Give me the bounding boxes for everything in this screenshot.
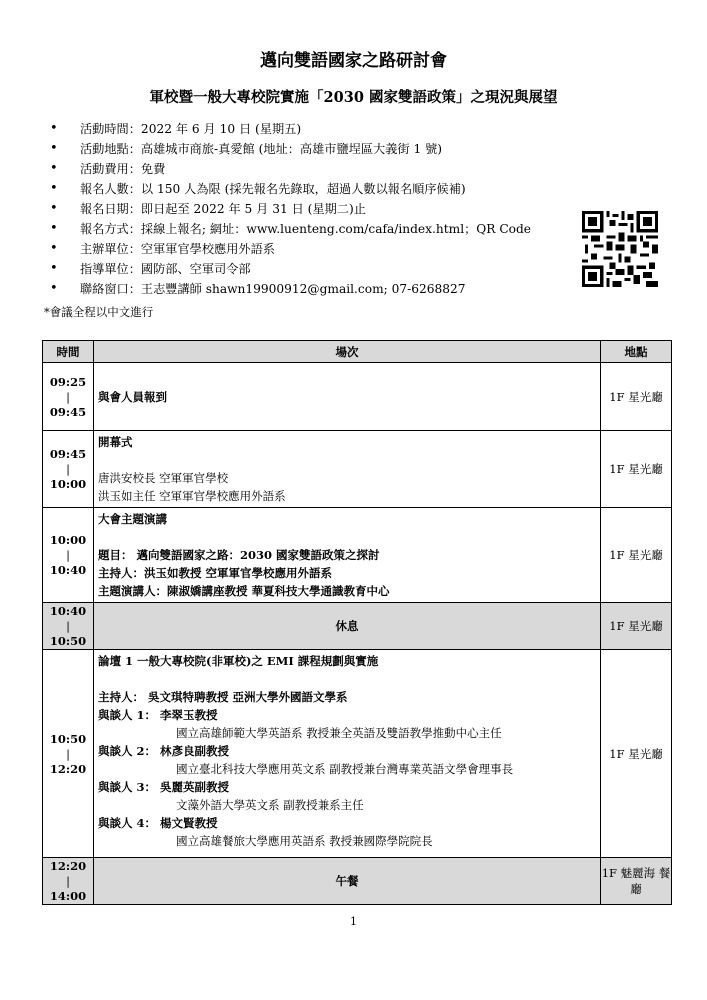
header-session: 場次 (94, 341, 601, 363)
event-info-list (50, 119, 531, 299)
time-start: 12:20 (49, 859, 87, 873)
location-cell: 1F 星光廳 (601, 603, 672, 650)
agenda-row (43, 650, 672, 858)
header-location: 地點 (601, 341, 672, 363)
time-end: 14:00 (49, 889, 87, 903)
info-organizer: • 主辦單位：空軍軍官學校應用外語系 (50, 239, 531, 259)
agenda-row (43, 431, 672, 508)
time-separator: | (66, 389, 70, 404)
time-separator: | (66, 746, 70, 761)
time-cell (43, 363, 94, 431)
session-line: 唐洪安校長 空軍軍官學校 (98, 471, 229, 485)
time-start: 10:50 (49, 731, 87, 746)
info-supervisor: • 指導單位：國防部、空軍司令部 (50, 259, 531, 279)
info-contact: • 聯絡窗口：王志豐講師 shawn19900912@gmail.com; 07-6268827 (50, 279, 531, 299)
page-number: 1 (350, 915, 357, 928)
location-cell: 1F 星光廳 (601, 431, 672, 508)
info-venue: • 活動地點：高雄城市商旅-真愛館 (地址：高雄市鹽埕區大義街 1 號) (50, 139, 531, 159)
session-cell (94, 650, 601, 858)
time-end: 10:00 (49, 477, 87, 491)
time-start: 09:25 (49, 374, 87, 389)
time-end: 10:40 (49, 563, 87, 577)
qr-code-image[interactable] (582, 211, 658, 287)
session-line: 主題演講人：陳淑嬌講座教授 華夏科技大學通識教育中心 (98, 584, 390, 598)
time-cell (43, 603, 94, 650)
break-label: 休息 (94, 603, 601, 650)
info-time: • 活動時間：2022 年 6 月 10 日 (星期五) (50, 119, 531, 139)
session-line: 國立臺北科技大學應用英文系 副教授兼台灣專業英語文學會理事長 (176, 762, 514, 776)
session-line: 洪玉如主任 空軍軍官學校應用外語系 (98, 489, 286, 503)
session-line: 題目： 邁向雙語國家之路：2030 國家雙語政策之探討 (98, 548, 380, 562)
time-start: 09:45 (49, 447, 87, 461)
agenda-row (43, 858, 672, 905)
time-separator: | (66, 619, 70, 633)
time-start: 10:40 (49, 604, 87, 618)
info-fee: • 活動費用：免費 (50, 159, 531, 179)
language-note: *會議全程以中文進行 (44, 305, 154, 319)
session-line: 大會主題演講 (98, 512, 167, 526)
session-line: 與談人 4： 楊文賢教授 (98, 816, 218, 830)
time-cell (43, 858, 94, 905)
session-line: 國立高雄師範大學英語系 教授兼全英語及雙語教學推動中心主任 (176, 726, 502, 740)
page-subtitle: 軍校暨一般大專校院實施「2030 國家雙語政策」之現況與展望 (149, 89, 558, 106)
agenda-table (42, 340, 672, 905)
header-time: 時間 (43, 341, 94, 363)
time-separator: | (66, 462, 70, 476)
info-registration-method: • 報名方式：採線上報名; 網址：www.luenteng.com/cafa/index.html；QR Code (50, 219, 531, 239)
session-line: 與談人 1： 李翠玉教授 (98, 708, 218, 722)
session-cell (94, 508, 601, 603)
time-cell (43, 650, 94, 858)
session-line (98, 528, 596, 546)
info-registration-date: • 報名日期：即日起至 2022 年 5 月 31 日 (星期二)止 (50, 199, 531, 219)
break-label: 午餐 (94, 858, 601, 905)
location-cell: 1F 星光廳 (601, 508, 672, 603)
agenda-row (43, 508, 672, 603)
time-end: 12:20 (49, 761, 87, 776)
session-line: 開幕式 (98, 435, 133, 449)
session-line: 與談人 2： 林彥良副教授 (98, 744, 230, 758)
time-end: 09:45 (49, 404, 87, 419)
session-cell (94, 431, 601, 508)
time-end: 10:50 (49, 634, 87, 648)
time-cell (43, 508, 94, 603)
time-separator: | (66, 548, 70, 562)
time-start: 10:00 (49, 533, 87, 547)
location-cell: 1F 星光廳 (601, 650, 672, 858)
session-line (98, 451, 596, 469)
location-cell: 1F 魅麗海 餐廳 (601, 858, 672, 905)
time-separator: | (66, 874, 70, 888)
session-line (98, 670, 596, 688)
info-capacity: • 報名人數：以 150 人為限 (採先報名先錄取，超過人數以報名順序候補) (50, 179, 531, 199)
agenda-header-row (43, 341, 672, 363)
session-line: 主持人： 吳文琪特聘教授 亞洲大學外國語文學系 (98, 690, 348, 704)
page-title: 邁向雙語國家之路研討會 (260, 51, 447, 71)
session-line: 論壇 1 一般大專校院(非軍校)之 EMI 課程規劃與實施 (98, 654, 379, 668)
time-cell (43, 431, 94, 508)
session-line: 主持人：洪玉如教授 空軍軍官學校應用外語系 (98, 566, 333, 580)
session-line: 國立高雄餐旅大學應用英語系 教授兼國際學院院長 (176, 834, 433, 848)
session-line: 文藻外語大學英文系 副教授兼系主任 (176, 798, 364, 812)
session-line: 與談人 3： 吳麗英副教授 (98, 780, 230, 794)
location-cell: 1F 星光廳 (601, 363, 672, 431)
session-cell (94, 363, 601, 431)
agenda-row (43, 363, 672, 431)
session-line: 與會人員報到 (98, 389, 167, 404)
agenda-row (43, 603, 672, 650)
